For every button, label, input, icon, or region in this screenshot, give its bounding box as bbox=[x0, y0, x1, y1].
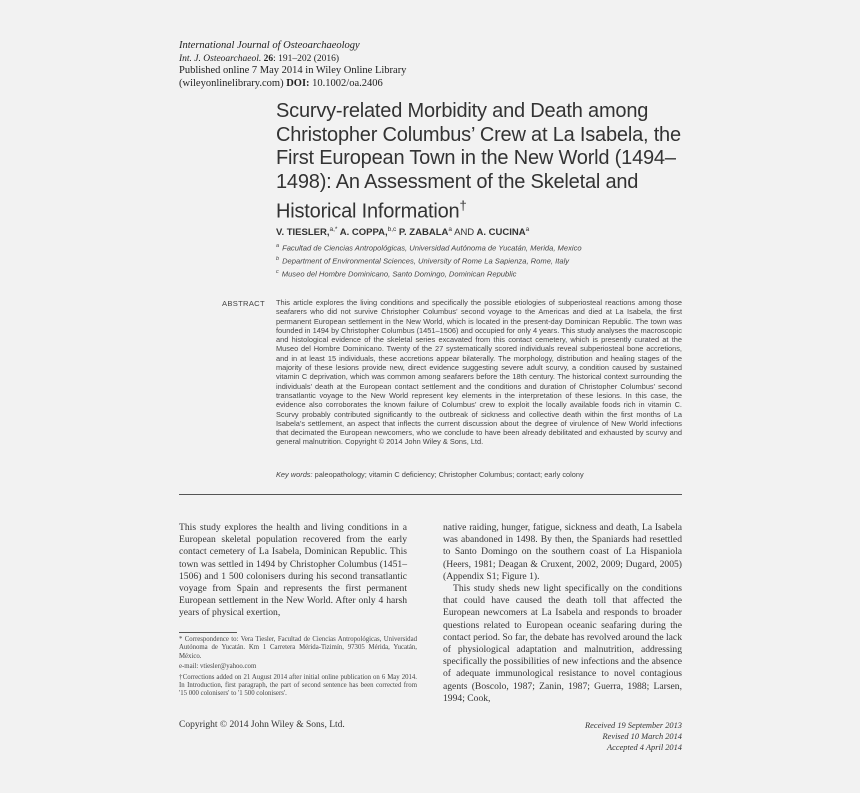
journal-header bbox=[179, 40, 406, 90]
body-paragraph: This study sheds new light specifically on the conditions that could have caused the death toll that affected the European newcomers at La Isabela and responds to broader questions related to European oceanic seafaring during the contact period. So far, the debate has revolved around the lack of physiological adaptation and malnutrition, addressing specifically the possibilities of new infections and the absence of adequate immunological resistance to novel contagious agents (Boscolo, 1987; Zanin, 1987; Guerra, 1988; Larsen, 1994; Cook, bbox=[443, 583, 682, 704]
keywords-label: Key words: bbox=[276, 470, 313, 479]
abstract-text: This article explores the living conditions and specifically the possible etiologies of subperiosteal reactions among those seafarers who did not survive Christopher Columbus’ second voyage to the Americas and died at La Isabela, the first permanent European settlement in the New World, which is located in the present-day Dominican Republic. The town was founded in 1494 by Christopher Columbus (1451–1506) and occupied for only 4 years. This study analyses the macroscopic and histological evidence of the skeletal series excavated from this contact cemetery, which is presently curated at the Museo del Hombre Dominicano. Twenty of the 27 systematically scored individuals reveal subperiosteal bone accretions, and in at least 15 individuals, these accretions appear bilaterally. The morphology, distribution and healing stages of the majority of these lesions provide new, direct evidence suggesting severe adult scurvy, a condition caused by sustained vitamin C deprivation, which was common among seafarers before the 18th century. The historical context surrounding the individuals’ death at the European contact settlement and the conditions and duration of Christopher Columbus’ second transatlantic voyage to the New World represent key elements in the interpretation of these lesions. In this case, the evidence also corroborates the known failure of Columbus’ crew to exploit the locally available foods rich in vitamin C. Scurvy probably contributed significantly to the outbreak of sickness and collective death within the first months of La Isabela’s settlement, an aspect that inflects the current discussion about the degree of virulence of New World infections that decimated the European newcomers, who we conclude to have been already debilitated and exhausted by scurvy and general malnutrition. Copyright © 2014 John Wiley & Sons, Ltd. bbox=[276, 298, 682, 447]
article-title bbox=[276, 100, 696, 224]
doi-label: DOI: bbox=[286, 77, 310, 89]
abstract-label: ABSTRACT bbox=[222, 299, 265, 308]
author-name: V. TIESLER, bbox=[276, 227, 330, 239]
body-paragraph: This study explores the health and living conditions in a European skeletal population recovered from the early contact cemetery of La Isabela, Dominican Republic. This town was settled in 1494 by Christopher Columbus (1451–1506) and 1 500 colonisers during his second transatlantic voyage from Spain and represents the first permanent European settlement in the New World. After only 4 harsh years of physical exertion, bbox=[179, 522, 407, 619]
journal-name: International Journal of Osteoarchaeology bbox=[179, 40, 360, 51]
article-title-text: Scurvy-related Morbidity and Death among Christopher Columbus’ Crew at La Isabela, the First European Town in the New World (1494–1498): An Assessment of the Skeletal and Historical Information bbox=[276, 100, 681, 223]
section-divider bbox=[179, 494, 682, 495]
journal-citation bbox=[179, 53, 406, 66]
author-affiliation-sup: b,c bbox=[387, 226, 397, 233]
authors-and: AND bbox=[452, 227, 475, 239]
revised-date: Revised 10 March 2014 bbox=[602, 732, 682, 741]
citation-pages: : 191–202 (2016) bbox=[273, 53, 340, 64]
author-name: A. COPPA, bbox=[337, 227, 388, 239]
doi-line bbox=[179, 78, 406, 91]
affiliation-item bbox=[276, 241, 582, 254]
corrections-note: †Corrections added on 21 August 2014 after initial online publication on 6 May 2014. In Introduction, first paragraph, the part of second sentence has been corrected from '15 000 colonisers' to '1 500 colonisers'. bbox=[179, 673, 417, 698]
correspondence-note: * Correspondence to: Vera Tiesler, Facultad de Ciencias Antropológicas, Universidad Autónoma de Yucatán. Km 1 Carretera Mérida-Tizimín, 97305 Mérida, Yucatán, México. bbox=[179, 636, 417, 660]
affiliation-sup: c bbox=[276, 268, 279, 275]
author-affiliation-sup: a bbox=[525, 226, 530, 233]
author-list bbox=[276, 226, 529, 238]
accepted-date: Accepted 4 April 2014 bbox=[607, 743, 682, 752]
affiliation-sup: b bbox=[276, 255, 280, 262]
affiliation-text: Department of Environmental Sciences, University of Rome La Sapienza, Rome, Italy bbox=[282, 256, 570, 266]
body-paragraph: native raiding, hunger, fatigue, sickness and death, La Isabela was abandoned in 1498. By then, the Spaniards had resettled to Santo Domingo on the southern coast of La Hispaniola (Heers, 1981; Deagan & Cruxent, 2002, 2009; Dugard, 2005) (Appendix S1; Figure 1). bbox=[443, 522, 682, 582]
keywords bbox=[276, 470, 584, 479]
author-affiliation-sup: a bbox=[448, 226, 452, 233]
author-name: P. ZABALA bbox=[396, 227, 449, 239]
author-affiliation-sup: a,* bbox=[329, 226, 338, 233]
affiliation-text: Museo del Hombre Dominicano, Santo Domingo, Dominican Republic bbox=[281, 269, 517, 279]
keywords-text: paleopathology; vitamin C deficiency; Christopher Columbus; contact; early colony bbox=[312, 470, 584, 479]
published-line: Published online 7 May 2014 in Wiley Online Library bbox=[179, 65, 407, 76]
doi-value[interactable]: 10.1002/oa.2406 bbox=[312, 77, 383, 89]
citation-volume: 26 bbox=[263, 53, 274, 64]
footnote-divider bbox=[179, 632, 237, 633]
url-prefix[interactable]: (wileyonlinelibrary.com) bbox=[179, 77, 284, 89]
copyright-notice: Copyright © 2014 John Wiley & Sons, Ltd. bbox=[179, 720, 345, 730]
affiliations bbox=[276, 241, 582, 280]
author-name: A. CUCINA bbox=[474, 227, 526, 239]
affiliation-sup: a bbox=[276, 243, 280, 249]
affiliation-item bbox=[276, 267, 582, 280]
footnotes bbox=[179, 636, 417, 701]
email-note[interactable]: e-mail: vtiesler@yahoo.com bbox=[179, 663, 257, 671]
body-column-right bbox=[443, 522, 682, 705]
body-column-left bbox=[179, 522, 407, 620]
article-dates bbox=[560, 720, 682, 753]
affiliation-item bbox=[276, 254, 582, 267]
affiliation-text: Facultad de Ciencias Antropológicas, Universidad Autónoma de Yucatán, Merida, Mexico bbox=[282, 243, 582, 253]
received-date: Received 19 September 2013 bbox=[585, 721, 682, 730]
citation-prefix: Int. J. Osteoarchaeol. bbox=[179, 53, 262, 64]
title-dagger: † bbox=[459, 198, 467, 213]
